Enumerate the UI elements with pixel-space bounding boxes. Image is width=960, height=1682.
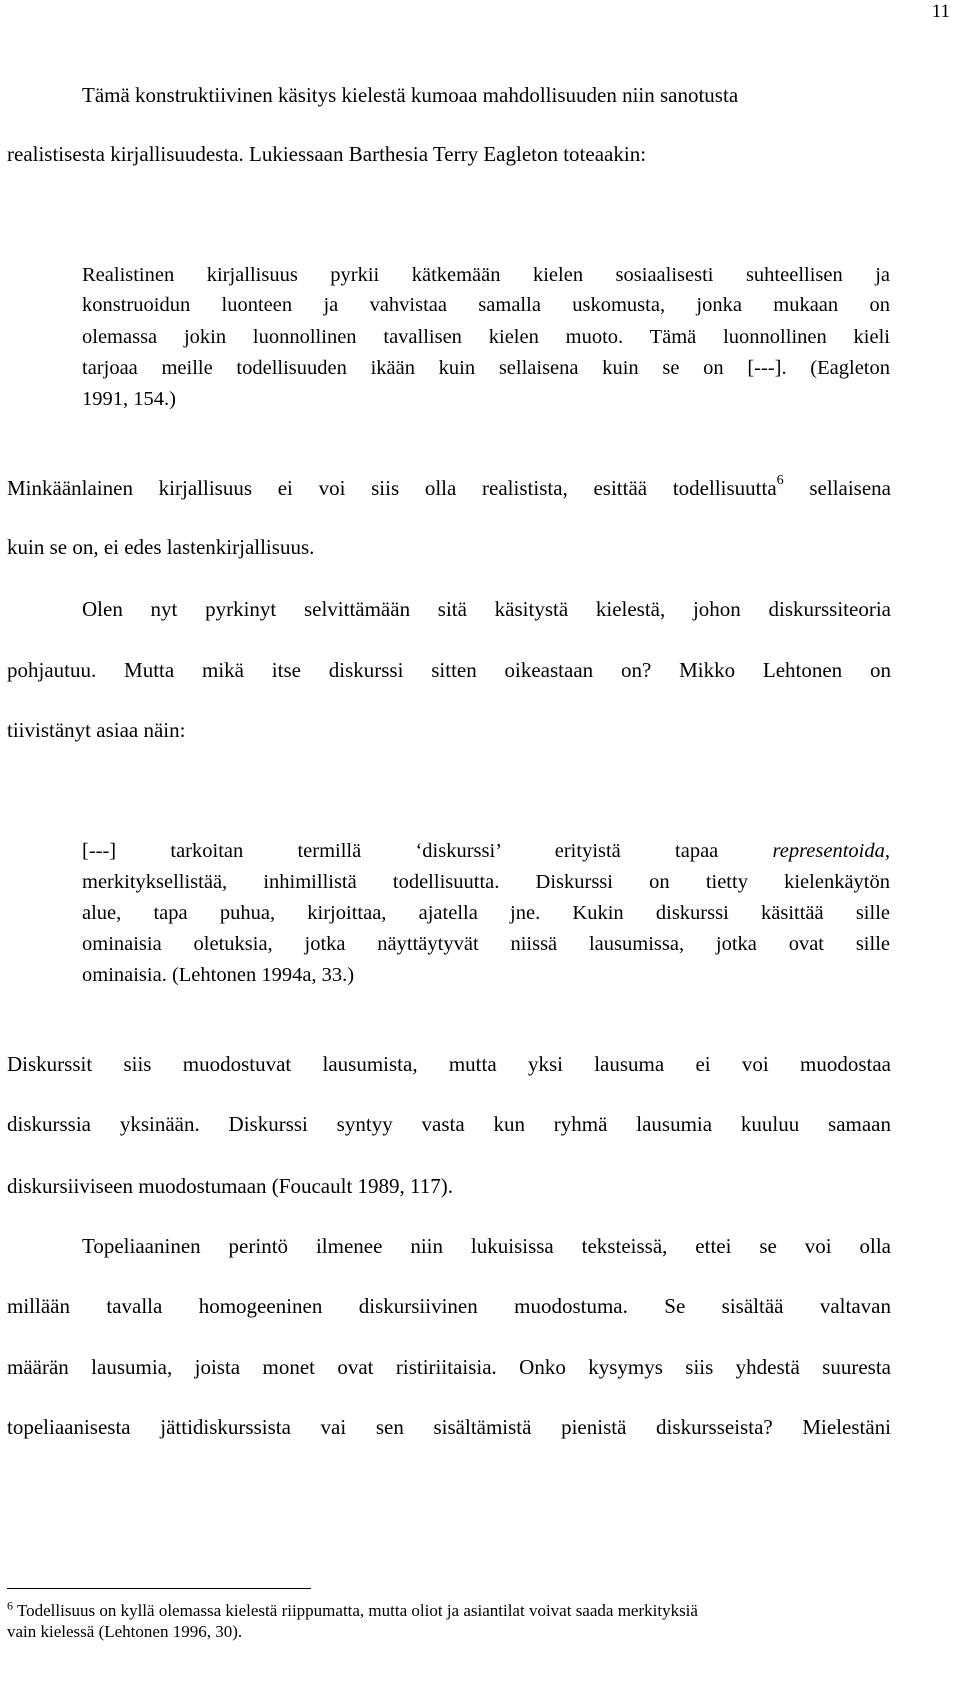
paragraph-2-line-1-end: sellaisena <box>783 476 891 500</box>
paragraph-3-line-2: pohjautuu. Mutta mikä itse diskurssi sitten oikeastaan on? Mikko Lehtonen on <box>7 658 891 682</box>
blockquote-2-line-4: ominaisia oletuksia, jotka näyttäytyvät niissä lausumissa, jotka ovat sille <box>82 933 890 955</box>
paragraph-2-line-1 <box>7 475 891 501</box>
blockquote-1-line-1: Realistinen kirjallisuus pyrkii kätkemään kielen sosiaalisesti suhteellisen ja <box>82 264 890 286</box>
footnote-line-1 <box>7 1598 698 1621</box>
paragraph-5-line-2: millään tavalla homogeeninen diskursiivinen muodostuma. Se sisältää valtavan <box>7 1294 891 1318</box>
blockquote-2-line-1-end: , <box>884 840 890 862</box>
paragraph-5-line-1: Topeliaaninen perintö ilmenee niin lukuisissa teksteissä, ettei se voi olla <box>82 1234 891 1258</box>
footnote-mark: 6 <box>7 1598 13 1613</box>
paragraph-3-line-3: tiivistänyt asiaa näin: <box>7 718 186 742</box>
blockquote-2-line-1-text: [---] tarkoitan termillä ‘diskurssi’ erityistä tapaa <box>82 840 773 862</box>
blockquote-1-line-5: 1991, 154.) <box>82 388 176 410</box>
blockquote-1-line-3: olemassa jokin luonnollinen tavallisen kielen muoto. Tämä luonnollinen kieli <box>82 326 890 348</box>
blockquote-1-line-4: tarjoaa meille todellisuuden ikään kuin sellaisena kuin se on [---]. (Eagleton <box>82 357 890 379</box>
footnote-line-2: vain kielessä (Lehtonen 1996, 30). <box>7 1622 243 1641</box>
blockquote-2-line-3: alue, tapa puhua, kirjoittaa, ajatella jne. Kukin diskurssi käsittää sille <box>82 902 890 924</box>
paragraph-1-line-2: realistisesta kirjallisuudesta. Lukiessaan Barthesia Terry Eagleton toteaakin: <box>7 142 647 166</box>
footnote-line-1-text: Todellisuus on kyllä olemassa kielestä riippumatta, mutta oliot ja asiantilat voivat saada merkityksiä <box>13 1601 698 1620</box>
page-number: 11 <box>931 1 950 22</box>
paragraph-2-line-2: kuin se on, ei edes lastenkirjallisuus. <box>7 535 315 559</box>
blockquote-2-line-2: merkityksellistää, inhimillistä todellisuutta. Diskurssi on tietty kielenkäytön <box>82 871 890 893</box>
paragraph-3-line-1: Olen nyt pyrkinyt selvittämään sitä käsitystä kielestä, johon diskurssiteoria <box>82 597 891 621</box>
paragraph-4-line-3: diskursiiviseen muodostumaan (Foucault 1989, 117). <box>7 1174 454 1198</box>
paragraph-4-line-2: diskurssia yksinään. Diskurssi syntyy vasta kun ryhmä lausumia kuuluu samaan <box>7 1112 891 1136</box>
blockquote-1-line-2: konstruoidun luonteen ja vahvistaa samalla uskomusta, jonka mukaan on <box>82 294 890 316</box>
blockquote-2-line-5: ominaisia. (Lehtonen 1994a, 33.) <box>82 964 355 986</box>
paragraph-1-line-1: Tämä konstruktiivinen käsitys kielestä kumoaa mahdollisuuden niin sanotusta <box>82 83 739 107</box>
footnote-separator <box>7 1588 311 1589</box>
blockquote-2-emphasis: representoida <box>772 840 885 862</box>
paragraph-5-line-4: topeliaanisesta jättidiskurssista vai sen sisältämistä pienistä diskursseista? Mielestäni <box>7 1415 891 1439</box>
paragraph-4-line-1: Diskurssit siis muodostuvat lausumista, mutta yksi lausuma ei voi muodostaa <box>7 1052 891 1076</box>
blockquote-2-line-1 <box>82 838 890 864</box>
paragraph-5-line-3: määrän lausumia, joista monet ovat ristiriitaisia. Onko kysymys siis yhdestä suuresta <box>7 1355 891 1379</box>
footnote-reference: 6 <box>776 473 784 488</box>
paragraph-2-line-1-text: Minkäänlainen kirjallisuus ei voi siis olla realistista, esittää todellisuutta <box>7 476 777 500</box>
